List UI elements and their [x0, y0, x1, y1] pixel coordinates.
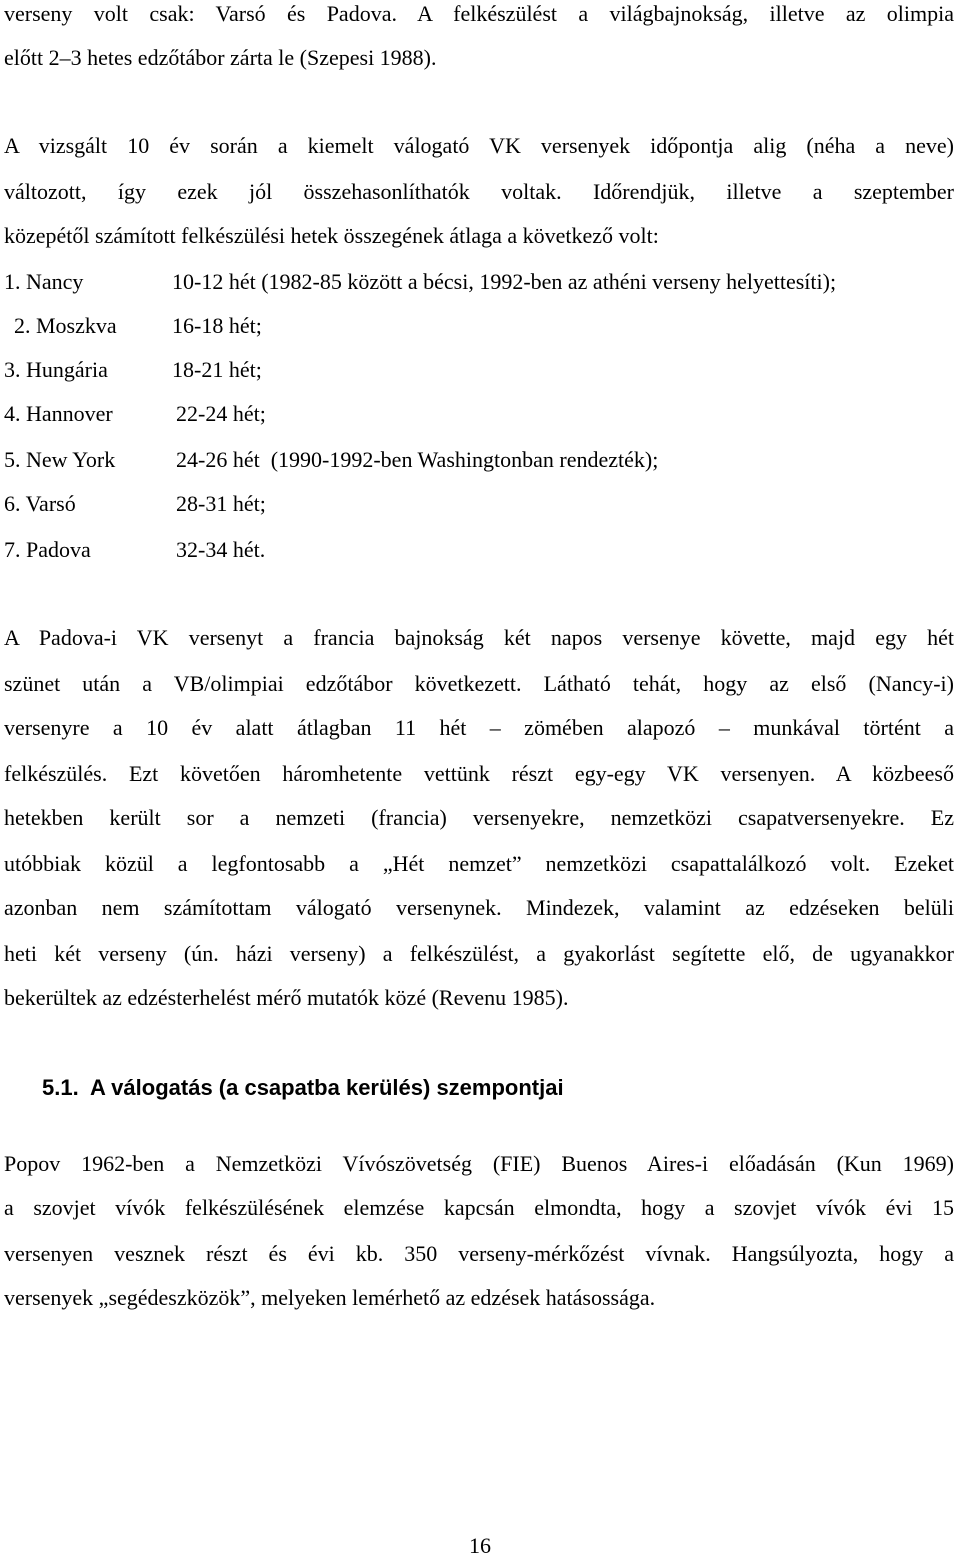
competition-item — [4, 268, 954, 296]
paragraph-line: felkészülés. Ezt követően háromhetente vettünk részt egy-egy VK versenyen. A közbeeső — [4, 761, 954, 786]
section-heading — [42, 1074, 564, 1102]
paragraph-line: A Padova-i VK versenyt a francia bajnokság két napos versenye követte, majd egy hét — [4, 625, 954, 650]
paragraph-line: versenyek „segédeszközök”, melyeken lemérhető az edzések hatásossága. — [4, 1285, 656, 1310]
paragraph-line: Popov 1962-ben a Nemzetközi Vívószövetség (FIE) Buenos Aires-i előadásán (Kun 1969) — [4, 1151, 954, 1176]
paragraph-line: A vizsgált 10 év során a kiemelt válogató VK versenyek időpontja alig (néha a neve) — [4, 133, 954, 158]
competition-item — [4, 356, 954, 384]
paragraph-line: változott, így ezek jól összehasonlíthatók voltak. Időrendjük, illetve a szeptember — [4, 179, 954, 204]
paragraph-line: utóbbiak közül a legfontosabb a „Hét nemzet” nemzetközi csapattalálkozó volt. Ezeket — [4, 851, 954, 876]
competition-weeks: 18-21 hét; — [172, 357, 262, 382]
paragraph-line: szünet után a VB/olimpiai edzőtábor következett. Látható tehát, hogy az első (Nancy-i) — [4, 671, 954, 696]
paragraph-line: a szovjet vívók felkészülésének elemzése kapcsán elmondta, hogy a szovjet vívók évi 15 — [4, 1195, 954, 1220]
competition-weeks: 28-31 hét; — [176, 491, 266, 516]
competition-item — [4, 400, 954, 428]
paragraph-line: verseny volt csak: Varsó és Padova. A felkészülést a világbajnokság, illetve az olimpia — [4, 1, 954, 26]
competition-name: 6. Varsó — [4, 491, 76, 516]
competition-weeks: 24-26 hét (1990-1992-ben Washingtonban rendezték); — [176, 447, 659, 472]
competition-weeks: 10-12 hét (1982-85 között a bécsi, 1992-ben az athéni verseny helyettesíti); — [172, 269, 837, 294]
paragraph-line: előtt 2–3 hetes edzőtábor zárta le (Szepesi 1988). — [4, 45, 437, 70]
paragraph-line: hetekben került sor a nemzeti (francia) versenyekre, nemzetközi csapatversenyekre. Ez — [4, 805, 954, 830]
competition-name: 2. Moszkva — [14, 313, 117, 338]
competition-item — [4, 446, 954, 474]
competition-name: 3. Hungária — [4, 357, 108, 382]
competition-name: 4. Hannover — [4, 401, 113, 426]
paragraph-line: heti két verseny (ún. házi verseny) a felkészülést, a gyakorlást segítette elő, de ugyanakkor — [4, 941, 954, 966]
section-number: 5.1. — [42, 1075, 79, 1100]
competition-item — [4, 536, 954, 564]
competition-weeks: 22-24 hét; — [176, 401, 266, 426]
paragraph-line: versenyre a 10 év alatt átlagban 11 hét – zömében alapozó – munkával történt a — [4, 715, 954, 740]
competition-name: 1. Nancy — [4, 269, 84, 294]
page-number: 16 — [469, 1533, 491, 1558]
competition-name: 7. Padova — [4, 537, 91, 562]
competition-item — [4, 490, 954, 518]
paragraph-line: versenyen vesznek részt és évi kb. 350 verseny-mérkőzést vívnak. Hangsúlyozta, hogy a — [4, 1241, 954, 1266]
paragraph-line: azonban nem számítottam válogató versenynek. Mindezek, valamint az edzéseken belüli — [4, 895, 954, 920]
competition-name: 5. New York — [4, 447, 116, 472]
paragraph-line: közepétől számított felkészülési hetek összegének átlaga a következő volt: — [4, 223, 659, 248]
competition-item — [4, 312, 954, 340]
section-title: A válogatás (a csapatba kerülés) szempontjai — [90, 1075, 564, 1100]
competition-weeks: 32-34 hét. — [176, 537, 266, 562]
paragraph-line: bekerültek az edzésterhelést mérő mutatók közé (Revenu 1985). — [4, 985, 569, 1010]
competition-weeks: 16-18 hét; — [172, 313, 262, 338]
